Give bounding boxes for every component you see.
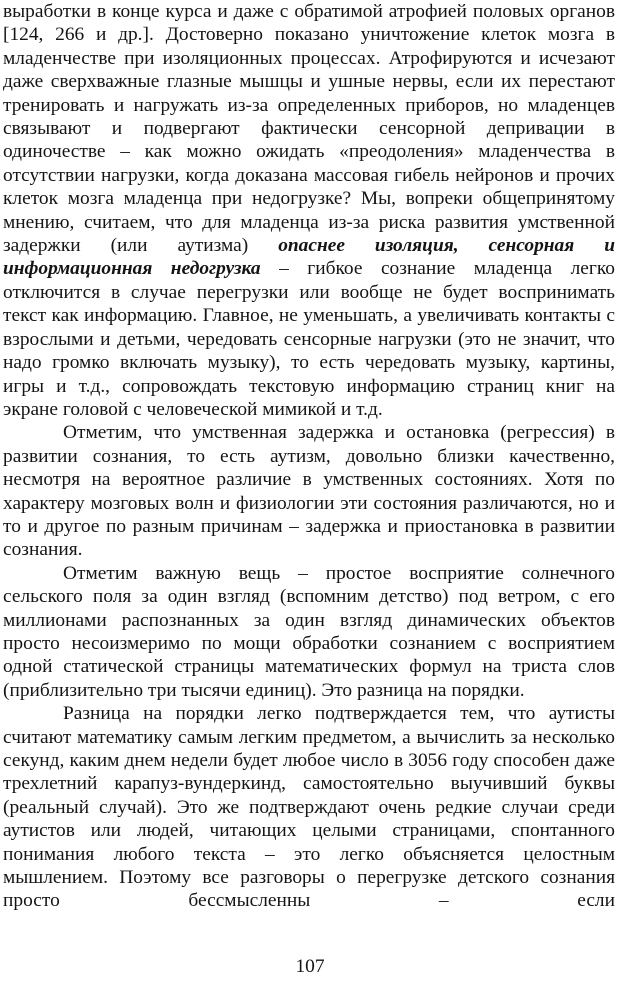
paragraph-2: Отметим, что умственная задержка и остановка (регрессия) в развитии сознания, то есть аутизм, довольно близки качественно, несмотря на вероятное различие в умственных состояниях. Хотя по характеру мозговых волн и физиологии эти состояния различаются, но и то и другое по разным причинам – задержка и приостановка в развитии сознания. [3, 422, 615, 561]
page-number: 107 [295, 956, 325, 977]
body-text [3, 0, 615, 913]
paragraph-3: Отметим важную вещь – простое восприятие солнечного сельского поля за один взгляд (вспомним детство) под ветром, с его миллионами распознанных за один взгляд динамических объектов просто несоизмеримо по мощи обработки сознанием с восприятием одной статической страницы математических формул на триста слов (приблизительно три тысячи единиц). Это разница на порядки. [3, 562, 615, 701]
paragraph-4: Разница на порядки легко подтверждается тем, что аутисты считают математику самым легким предметом, а вычислить за несколько секунд, каким днем недели будет любое число в 3056 году способен даже трехлетний карапуз-вундеркинд, самостоятельно выучивший буквы (реальный случай). Это же подтверждают очень редкие случаи среди аутистов или людей, читающих целыми страницами, спонтанного понимания любого текста – это легко объясняется целостным мышлением. Поэтому все разговоры о перегрузке детского сознания просто бессмысленны – если [3, 703, 615, 912]
paragraph-1 [3, 0, 615, 421]
paragraph-1-text-after: – гибкое сознание младенца легко отключится в случае перегрузки или вообще не будет воспринимать текст как информацию. Главное, не уменьшать, а увеличивать контакты с взрослыми и детьми, чередовать сенсорные нагрузки (это не значит, что надо громко включать музыку), то есть чередовать музыку, картины, игры и т.д., сопровождать текстовую информацию страниц книг на экране головой с человеческой мимикой и т.д. [3, 258, 615, 420]
paragraph-1-text-before: выработки в конце курса и даже с обратимой атрофией половых органов [124, 266 и др.]. Достоверно показано уничтожение клеток мозга в младенчестве при изоляционных процессах. Атрофируются и исчезают даже сверхважные глазные мышцы и ушные нервы, если их перестают тренировать и нагружать из-за определенных приборов, но младенцев связывают и подвергают фактически сенсорной депривации в одиночестве – как можно ожидать «преодоления» младенчества в отсутствии нагрузки, когда доказана массовая гибель нейронов и прочих клеток мозга младенца при недогрузке? Мы, вопреки общепринятому мнению, считаем, что для младенца из-за риска развития умственной задержки (или аутизма) [3, 1, 615, 257]
paragraph-1-emphasis: опаснее изоляция, сенсорная и информационная недогрузка [3, 235, 615, 280]
